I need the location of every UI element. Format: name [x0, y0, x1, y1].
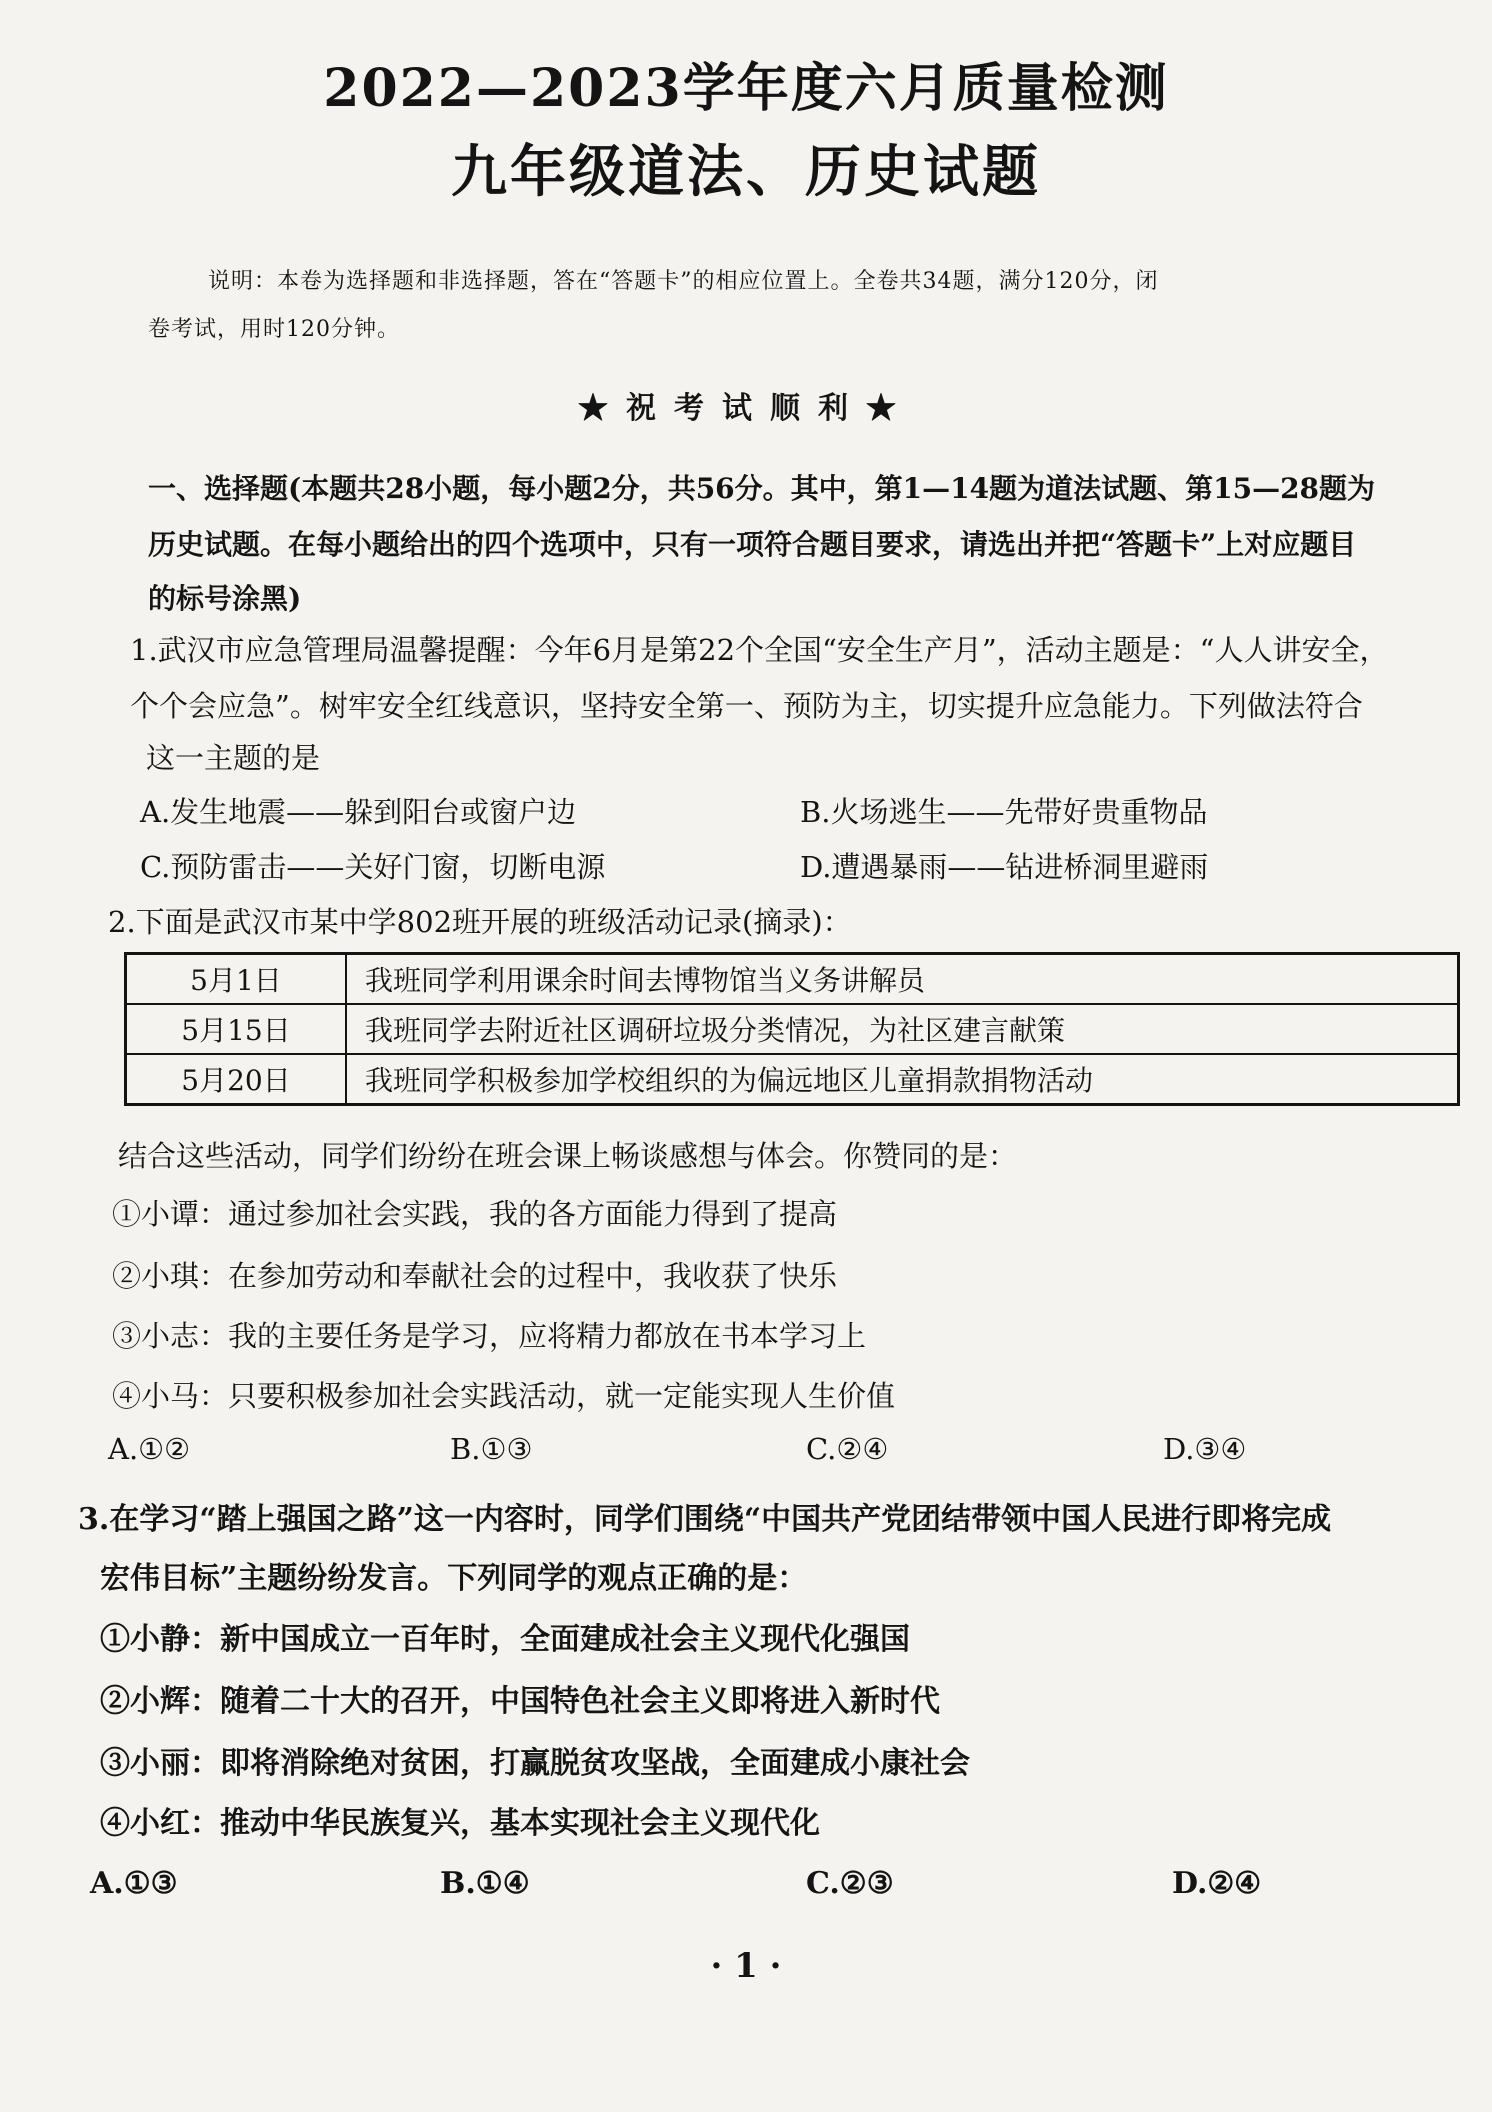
- question-1-stem-line-3: 这一主题的是: [146, 741, 321, 775]
- good-luck-banner: ★祝考试顺利★: [578, 391, 914, 426]
- question-3-statement-1: ①小静：新中国成立一百年时，全面建成社会主义现代化强国: [100, 1622, 910, 1657]
- question-1-option-d: D.遭遇暴雨——钻进桥洞里避雨: [800, 850, 1209, 884]
- question-1-option-b: B.火场逃生——先带好贵重物品: [800, 795, 1208, 829]
- question-2-option-a: A.①②: [108, 1432, 191, 1466]
- question-2-statement-4: ④小马：只要积极参加社会实践活动，就一定能实现人生价值: [112, 1379, 896, 1413]
- table-row: [126, 954, 1459, 1005]
- question-3-option-b: B.①④: [440, 1866, 530, 1901]
- question-3-statement-3: ③小丽：即将消除绝对贫困，打赢脱贫攻坚战，全面建成小康社会: [100, 1746, 970, 1781]
- table-cell-activity: 我班同学积极参加学校组织的为偏远地区儿童捐款捐物活动: [346, 1054, 1459, 1105]
- table-row: [126, 1004, 1459, 1054]
- instructions-line-2: 卷考试，用时120分钟。: [148, 317, 400, 342]
- question-3-statement-2: ②小辉：随着二十大的召开，中国特色社会主义即将进入新时代: [100, 1684, 940, 1719]
- question-3-stem-line-2: 宏伟目标”主题纷纷发言。下列同学的观点正确的是：: [100, 1561, 808, 1596]
- activity-record-table: [124, 952, 1460, 1106]
- table-row: [126, 1054, 1459, 1105]
- table-cell-date: 5月15日: [126, 1004, 347, 1054]
- question-2-option-c: C.②④: [806, 1432, 889, 1466]
- table-cell-date: 5月1日: [126, 954, 347, 1005]
- page-number: · 1 ·: [710, 1946, 782, 1986]
- question-2-statement-2: ②小琪：在参加劳动和奉献社会的过程中，我收获了快乐: [112, 1259, 838, 1293]
- question-3-option-d: D.②④: [1172, 1866, 1262, 1901]
- question-2-stem: 2.下面是武汉市某中学802班开展的班级活动记录(摘录)：: [108, 905, 852, 939]
- question-2-statement-1: ①小谭：通过参加社会实践，我的各方面能力得到了提高: [112, 1197, 838, 1231]
- table-cell-activity: 我班同学利用课余时间去博物馆当义务讲解员: [346, 954, 1459, 1005]
- question-3-statement-4: ④小红：推动中华民族复兴，基本实现社会主义现代化: [100, 1806, 820, 1841]
- question-2-statement-3: ③小志：我的主要任务是学习，应将精力都放在书本学习上: [112, 1319, 867, 1353]
- question-1-stem-line-2: 个个会应急”。树牢安全红线意识，坚持安全第一、预防为主，切实提升应急能力。下列做法符合: [130, 689, 1363, 723]
- question-2-option-b: B.①③: [450, 1432, 533, 1466]
- question-3-option-c: C.②③: [806, 1866, 894, 1901]
- exam-subtitle: 九年级道法、历史试题: [451, 139, 1041, 205]
- question-3-option-a: A.①③: [90, 1866, 178, 1901]
- instructions-line-1: 说明：本卷为选择题和非选择题，答在“答题卡”的相应位置上。全卷共34题，满分120分，闭: [208, 269, 1159, 294]
- question-1-stem-line-1: 1.武汉市应急管理局温馨提醒：今年6月是第22个全国“安全生产月”，活动主题是：“人人讲安全，: [130, 633, 1389, 667]
- question-3-stem-line-1: 3.在学习“踏上强国之路”这一内容时，同学们围绕“中国共产党团结带领中国人民进行即将完成: [78, 1502, 1332, 1537]
- question-2-option-d: D.③④: [1163, 1432, 1247, 1466]
- question-2-prompt: 结合这些活动，同学们纷纷在班会课上畅谈感想与体会。你赞同的是：: [118, 1139, 1018, 1173]
- section-heading-line-3: 的标号涂黑): [148, 582, 302, 615]
- question-1-option-a: A.发生地震——躲到阳台或窗户边: [140, 795, 577, 829]
- section-heading-line-1: 一、选择题(本题共28小题，每小题2分，共56分。其中，第1—14题为道法试题、第15—28题为: [148, 472, 1376, 505]
- question-1-option-c: C.预防雷击——关好门窗，切断电源: [140, 850, 606, 884]
- section-heading-line-2: 历史试题。在每小题给出的四个选项中，只有一项符合题目要求，请选出并把“答题卡”上对应题目: [148, 528, 1357, 561]
- exam-title: 2022—2023学年度六月质量检测: [323, 58, 1169, 119]
- table-cell-date: 5月20日: [126, 1054, 347, 1105]
- table-cell-activity: 我班同学去附近社区调研垃圾分类情况，为社区建言献策: [346, 1004, 1459, 1054]
